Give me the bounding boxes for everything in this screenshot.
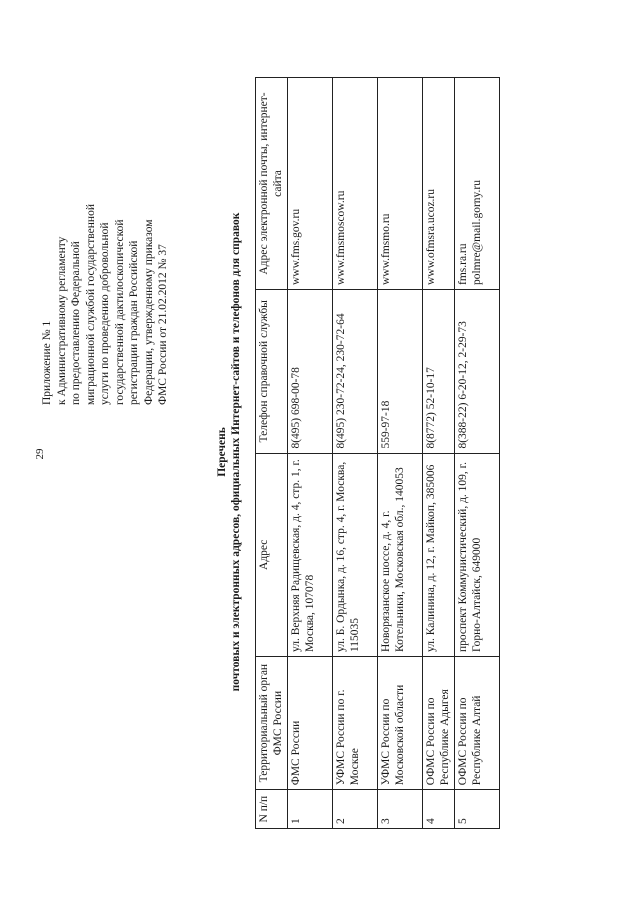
appendix-line: государственной дактилоскопической — [113, 219, 126, 405]
cell-web: www.ofmsra.ucoz.ru — [423, 78, 455, 290]
cell-num: 3 — [378, 790, 423, 829]
cell-org: ФМС России — [288, 657, 333, 790]
cell-address: Новорязанское шоссе, д. 4, г. Котельники, Московская обл., 140053 — [378, 453, 423, 656]
document-title — [215, 17, 243, 887]
cell-phone: 559-97-18 — [378, 290, 423, 454]
appendix-header — [40, 25, 171, 405]
cell-org: УФМС России по г. Москве — [333, 657, 378, 790]
order-line — [156, 25, 171, 405]
order-date: 21.02.2012 — [157, 272, 169, 325]
cell-web-line: fms.ra.ru — [457, 243, 469, 286]
cell-phone: 8(495) 698-00-78 — [288, 290, 333, 454]
table-row — [288, 78, 333, 829]
table-row — [455, 78, 500, 829]
cell-web: www.fmsmo.ru — [378, 78, 423, 290]
cell-address: ул. Верхняя Радищевская, д. 4, стр. 1, г. Москва, 107078 — [288, 453, 333, 656]
appendix-line: услуги по проведению добровольной — [99, 222, 111, 405]
rotated-page-content — [40, 17, 600, 887]
appendix-line: к Административному регламенту — [55, 236, 68, 405]
header-address: Адрес — [256, 453, 288, 656]
header-org: Территориальный орган ФМС России — [256, 657, 288, 790]
order-number: 37 — [157, 244, 169, 256]
header-phone: Телефон справочной службы — [256, 290, 288, 454]
table-header-row — [256, 78, 288, 829]
title-line-2: почтовых и электронных адресов, официальных Интернет-сайтов и телефонов для справок — [230, 212, 242, 692]
cell-num: 5 — [455, 790, 500, 829]
appendix-line: по предоставлению Федеральной — [70, 241, 82, 405]
table-row — [378, 78, 423, 829]
cell-org: ОФМС России по Республике Адыгея — [423, 657, 455, 790]
cell-address: проспект Коммунистический, д. 109, г. Горно-Алтайск, 649000 — [455, 453, 500, 656]
appendix-line: Приложение № 1 — [41, 320, 53, 405]
header-web: Адрес электронной почты, интернет-сайта — [256, 78, 288, 290]
cell-phone: 8(388-22) 6-20-12, 2-29-73 — [455, 290, 500, 454]
appendix-line: Федерации, утвержденному приказом — [142, 219, 155, 405]
cell-org: УФМС России по Московской области — [378, 657, 423, 790]
cell-num: 4 — [423, 790, 455, 829]
table-row — [423, 78, 455, 829]
cell-web — [455, 78, 500, 290]
header-num: N п/п — [256, 790, 288, 829]
cell-num: 1 — [288, 790, 333, 829]
cell-address: ул. Б. Ордынка, д. 16, стр. 4, г. Москва, 115035 — [333, 453, 378, 656]
page-number: 29 — [34, 448, 46, 460]
cell-org: ОФМС России по Республике Алтай — [455, 657, 500, 790]
contacts-table — [255, 77, 500, 829]
cell-web: www.fmsmoscow.ru — [333, 78, 378, 290]
order-number-label: № — [157, 258, 169, 270]
appendix-line: миграционной службой государственной — [84, 204, 97, 405]
cell-address: ул. Калинина, д. 12, г. Майкоп, 385006 — [423, 453, 455, 656]
cell-num: 2 — [333, 790, 378, 829]
cell-phone: 8(495) 230-72-24, 230-72-64 — [333, 290, 378, 454]
title-line-1: Перечень — [216, 427, 228, 477]
table-row — [333, 78, 378, 829]
cell-web: www.fms.gov.ru — [288, 78, 333, 290]
order-prefix: ФМС России от — [157, 326, 169, 405]
cell-email-line: polmre@mail.gorny.ru — [470, 179, 483, 286]
cell-phone: 8(8772) 52-10-17 — [423, 290, 455, 454]
appendix-line: регистрации граждан Российской — [128, 240, 140, 405]
